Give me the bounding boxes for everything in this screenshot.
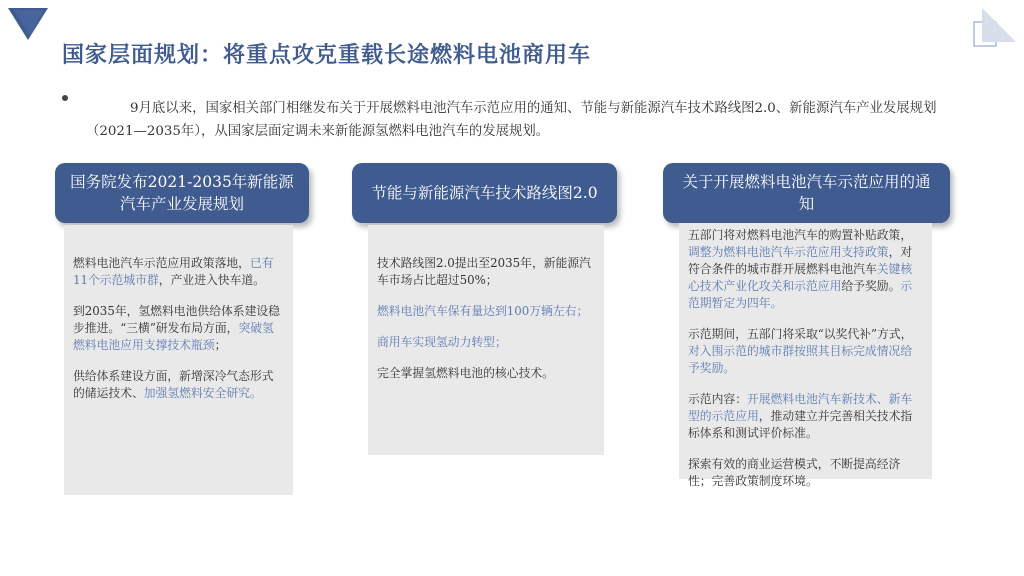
body-text: ，推动建立并完善相关技术指标体系和测试评价标准。 bbox=[688, 409, 913, 440]
column-paragraph bbox=[688, 456, 923, 490]
column-content-state-council-plan bbox=[64, 225, 293, 495]
body-text: 给予奖励。 bbox=[841, 279, 901, 293]
column-header-state-council-plan bbox=[55, 163, 309, 223]
page-fold-decoration bbox=[972, 6, 1020, 50]
highlighted-text: 燃料电池汽车保有量达到100万辆左右； bbox=[377, 304, 589, 318]
highlighted-text: 商用车实现氢动力转型； bbox=[377, 335, 507, 349]
column-paragraph bbox=[73, 303, 284, 354]
body-text: 示范内容： bbox=[688, 392, 747, 406]
column-paragraph bbox=[377, 255, 595, 289]
highlighted-text: 突破氢燃料电池应用支撑技术瓶颈 bbox=[73, 321, 274, 352]
column-content-demonstration-notice bbox=[679, 223, 932, 488]
intro-paragraph: 9月底以来，国家相关部门相继发布关于开展燃料电池汽车示范应用的通知、节能与新能源汽车技术路线图2.0、新能源汽车产业发展规划（2021—2035年），从国家层面定调未来新能源氢燃料电池汽车的发展规划。 bbox=[86, 101, 937, 139]
column-header-roadmap bbox=[352, 163, 617, 223]
column-paragraph bbox=[688, 391, 923, 442]
highlighted-text: 对入围示范的城市群按照其目标完成情况给予奖励。 bbox=[688, 344, 913, 375]
column-paragraph bbox=[688, 326, 923, 377]
body-text: 到2035年，氢燃料电池供给体系建设稳步推进。“三横”研发布局方面， bbox=[73, 304, 280, 335]
highlighted-text: 调整为燃料电池汽车示范应用支持政策 bbox=[688, 245, 889, 259]
highlighted-text: 已有11个示范城市群 bbox=[73, 256, 274, 287]
highlighted-text: 加强氢燃料安全研究。 bbox=[143, 386, 262, 400]
column-paragraph bbox=[377, 334, 595, 351]
body-text: 探索有效的商业运营模式，不断提高经济性；完善政策制度环境。 bbox=[688, 457, 901, 488]
body-text: ，产业进入快车道。 bbox=[158, 273, 265, 287]
highlighted-text: 示范期暂定为四年。 bbox=[688, 279, 913, 310]
body-text: 五部门将对燃料电池汽车的购置补贴政策， bbox=[688, 228, 913, 242]
column-paragraph bbox=[73, 255, 284, 289]
highlighted-text: 关键核心技术产业化攻关和示范应用 bbox=[688, 262, 913, 293]
body-text: 完全掌握氢燃料电池的核心技术。 bbox=[377, 366, 554, 380]
bullet-dot bbox=[62, 95, 68, 101]
body-text: 供给体系建设方面，新增深冷气态形式的储运技术、 bbox=[73, 369, 274, 400]
column-paragraph bbox=[377, 365, 595, 382]
column-paragraph bbox=[688, 227, 923, 312]
body-text: 技术路线图2.0提出至2035年，新能源汽车市场占比超过50%； bbox=[377, 256, 591, 287]
body-text: ，对符合条件的城市群开展燃料电池汽车 bbox=[688, 245, 913, 276]
column-content-roadmap bbox=[368, 225, 604, 455]
body-text: ； bbox=[214, 338, 227, 352]
column-header-label: 国务院发布2021-2035年新能源汽车产业发展规划 bbox=[70, 173, 294, 213]
body-text: 燃料电池汽车示范应用政策落地， bbox=[73, 256, 250, 270]
column-paragraph bbox=[377, 303, 595, 320]
column-header-label: 关于开展燃料电池汽车示范应用的通知 bbox=[682, 173, 931, 213]
body-text: 示范期间，五部门将采取“以奖代补”方式， bbox=[688, 327, 913, 341]
page-title: 国家层面规划：将重点攻克重载长途燃料电池商用车 bbox=[62, 42, 592, 68]
highlighted-text: 开展燃料电池汽车新技术、新车型的示范应用 bbox=[688, 392, 913, 423]
column-paragraph bbox=[73, 368, 284, 402]
column-header-label: 节能与新能源汽车技术路线图2.0 bbox=[371, 184, 598, 202]
corner-triangle-decoration bbox=[8, 8, 48, 44]
column-header-demonstration-notice bbox=[663, 163, 950, 223]
